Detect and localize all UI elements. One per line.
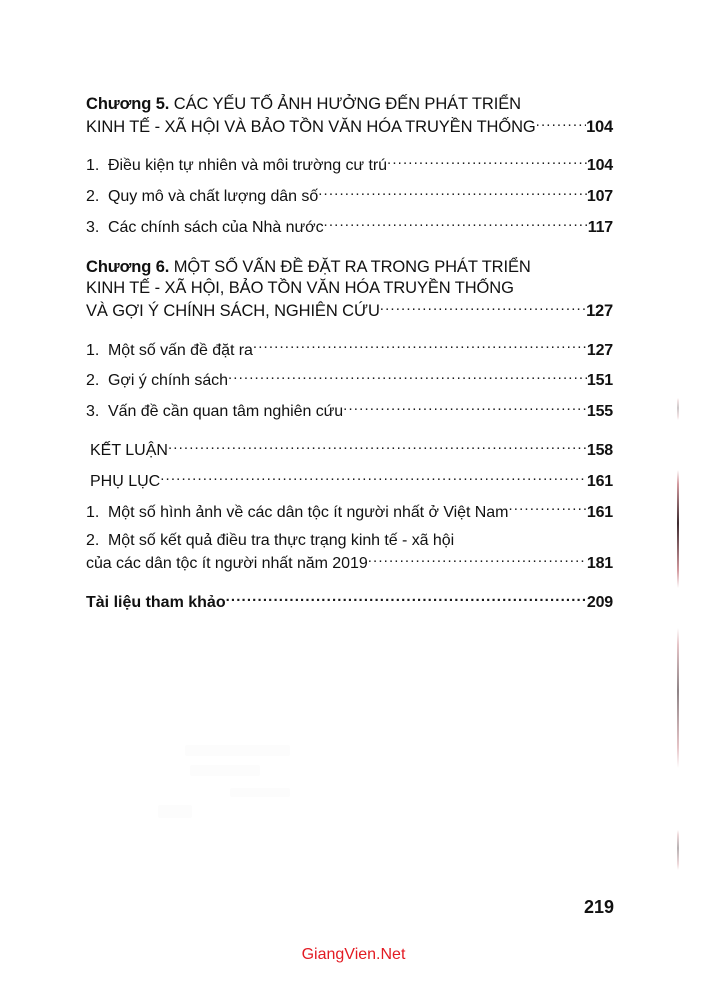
toc-chapter-entry[interactable] xyxy=(86,257,613,323)
item-label: Quy mô và chất lượng dân số xyxy=(108,188,319,206)
item-number: 2. xyxy=(86,188,100,206)
item-label: Điều kiện tự nhiên và môi trường cư trú xyxy=(108,157,388,175)
dot-leader xyxy=(368,552,587,568)
item-label: Gợi ý chính sách xyxy=(108,372,228,390)
chapter-title-part: CÁC YẾU TỐ ẢNH HƯỞNG ĐẾN PHÁT TRIỂN xyxy=(173,95,521,113)
spacer xyxy=(86,523,613,531)
item-number: 1. xyxy=(86,503,100,521)
bleed-through-artifact xyxy=(185,745,290,756)
scan-streak-artifact xyxy=(677,628,679,768)
item-label: Một số kết quả điều tra thực trạng kinh tế - xã hội xyxy=(108,532,455,550)
chapter-heading-line-1 xyxy=(86,257,613,278)
section-label: KẾT LUẬN xyxy=(90,441,168,459)
dot-leader xyxy=(387,154,587,170)
dot-leader xyxy=(168,439,587,455)
page-number: 127 xyxy=(586,341,613,359)
item-label-continued: của các dân tộc ít người nhất năm 2019 xyxy=(86,555,368,573)
section-label: PHỤ LỤC xyxy=(90,472,161,490)
chapter-title-part: KINH TẾ - XÃ HỘI, BẢO TỒN VĂN HÓA TRUYỀN THỐNG xyxy=(86,279,514,298)
spacer xyxy=(86,361,613,369)
scan-streak-artifact xyxy=(677,830,679,870)
spacer xyxy=(86,208,613,216)
page-number: 107 xyxy=(586,188,613,206)
page-number: 155 xyxy=(586,403,613,421)
dot-leader xyxy=(253,339,587,355)
toc-item[interactable] xyxy=(86,216,613,239)
chapter-title-part: KINH TẾ - XÃ HỘI VÀ BẢO TỒN VĂN HÓA TRUYỀN THỐNG xyxy=(86,117,536,136)
dot-leader xyxy=(508,501,586,517)
toc-item[interactable] xyxy=(86,185,613,208)
page-number: 158 xyxy=(586,441,613,459)
toc-item[interactable] xyxy=(86,501,613,524)
item-number: 3. xyxy=(86,403,100,421)
bibliography-label: Tài liệu tham khảo xyxy=(86,593,226,611)
dot-leader xyxy=(160,470,587,486)
chapter-title-part: MỘT SỐ VẤN ĐỀ ĐẶT RA TRONG PHÁT TRIỂN xyxy=(173,257,531,276)
spacer xyxy=(86,493,613,501)
item-line-2 xyxy=(86,552,613,575)
page-number: 127 xyxy=(586,302,613,321)
page-number: 104 xyxy=(586,117,613,136)
item-number: 2. xyxy=(86,372,100,390)
page-number: 117 xyxy=(587,218,613,236)
table-of-contents xyxy=(86,94,613,614)
chapter-title-part: VÀ GỢI Ý CHÍNH SÁCH, NGHIÊN CỨU xyxy=(86,302,380,321)
spacer xyxy=(86,423,613,439)
page-number: 209 xyxy=(586,593,613,611)
toc-item[interactable] xyxy=(86,339,613,362)
scan-streak-artifact xyxy=(677,398,679,420)
item-number: 1. xyxy=(86,341,100,359)
dot-leader xyxy=(343,400,587,416)
toc-section-entry[interactable] xyxy=(86,470,613,493)
toc-item[interactable] xyxy=(86,154,613,177)
toc-item[interactable] xyxy=(86,531,613,575)
spacer xyxy=(86,462,613,470)
dot-leader xyxy=(536,115,586,132)
spacer xyxy=(86,138,613,154)
page-number: 161 xyxy=(586,472,613,490)
item-number: 1. xyxy=(86,157,100,175)
item-label: Một số hình ảnh về các dân tộc ít người nhất ở Việt Nam xyxy=(108,503,509,521)
page-number: 181 xyxy=(586,555,613,573)
chapter-heading-line-2 xyxy=(86,278,613,299)
dot-leader xyxy=(228,369,587,385)
chapter-heading-line-2 xyxy=(86,115,613,138)
chapter-label: Chương 5. xyxy=(86,95,174,113)
chapter-heading-line-3 xyxy=(86,300,613,323)
toc-chapter-entry[interactable] xyxy=(86,94,613,138)
toc-item[interactable] xyxy=(86,400,613,423)
bleed-through-artifact xyxy=(230,788,290,797)
spacer xyxy=(86,392,613,400)
toc-section-entry[interactable] xyxy=(86,439,613,462)
page-number: 151 xyxy=(586,372,613,390)
bleed-through-artifact xyxy=(158,805,192,818)
scan-streak-artifact xyxy=(677,470,679,588)
watermark-text: GiangVien.Net xyxy=(301,946,406,963)
item-line-1 xyxy=(86,531,613,552)
spacer xyxy=(86,239,613,257)
dot-leader xyxy=(380,300,586,317)
item-label: Vấn đề cần quan tâm nghiên cứu xyxy=(108,403,344,421)
dot-leader xyxy=(324,216,588,232)
item-number: 3. xyxy=(86,218,100,236)
spacer xyxy=(86,323,613,339)
dot-leader xyxy=(226,591,587,607)
item-label: Các chính sách của Nhà nước xyxy=(108,218,324,236)
bleed-through-artifact xyxy=(190,765,260,776)
page-number: 104 xyxy=(586,157,613,175)
spacer xyxy=(86,177,613,185)
page-folio-number: 219 xyxy=(583,897,614,917)
chapter-heading-line-1 xyxy=(86,94,613,115)
item-label: Một số vấn đề đặt ra xyxy=(108,341,253,359)
item-number: 2. xyxy=(86,532,100,550)
dot-leader xyxy=(318,185,587,201)
chapter-label: Chương 6. xyxy=(86,257,174,276)
page-number: 161 xyxy=(586,503,613,521)
toc-bibliography-entry[interactable] xyxy=(86,591,613,614)
spacer xyxy=(86,575,613,591)
toc-item[interactable] xyxy=(86,369,613,392)
